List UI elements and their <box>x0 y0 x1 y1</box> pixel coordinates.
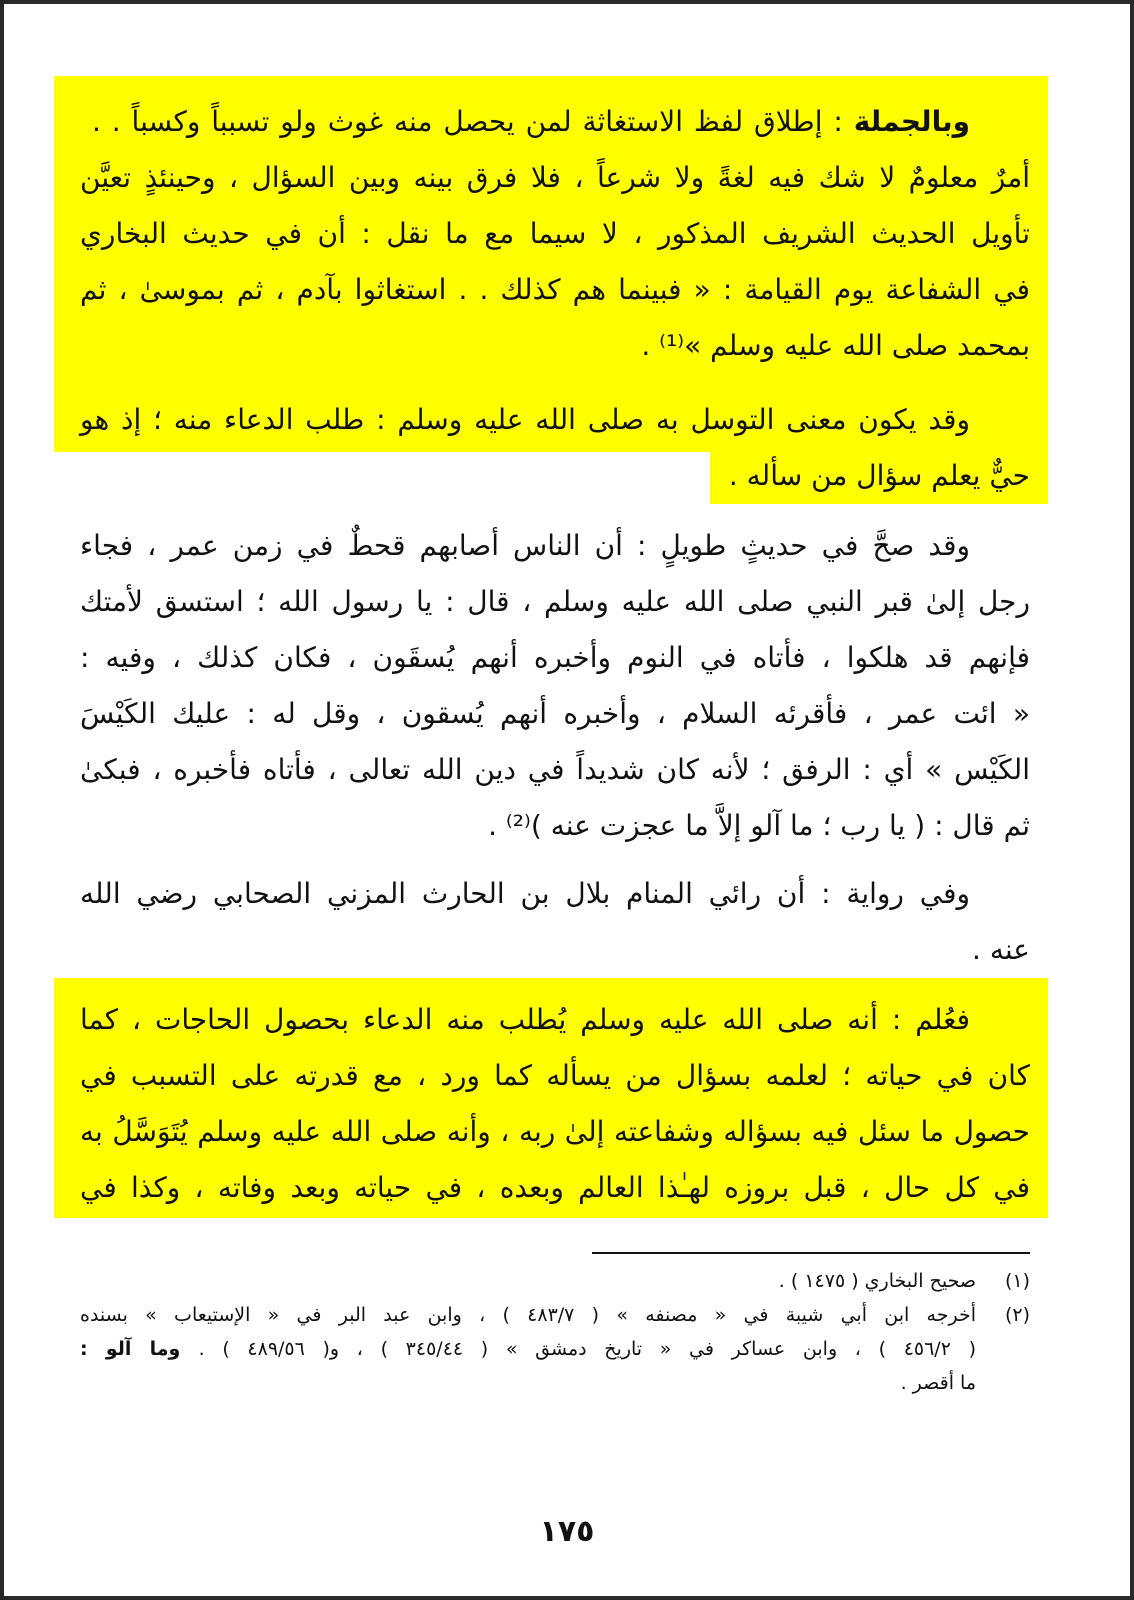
footnote-2-line-1: أخرجه ابن أبي شيبة في « مصنفه » ( ٤٨٣/٧ ) ، وابن عبد البر في « الإستيعاب » بسنده <box>80 1304 976 1326</box>
paragraph-3-line-5: الكَيْس » أي : الرفق ؛ لأنه كان شديداً في دين الله تعالى ، فأتاه فأخبره ، فبكىٰ <box>80 753 1030 786</box>
paragraph-1-line-1 <box>92 102 970 142</box>
paragraph-1-line-4: في الشفاعة يوم القيامة : « فبينما هم كذلك . . استغاثوا بآدم ، ثم بموسىٰ ، ثم <box>80 273 1030 306</box>
paragraph-5-line-1: فعُلم : أنه صلى الله عليه وسلم يُطلب منه الدعاء بحصول الحاجات ، كما <box>80 1003 970 1036</box>
paragraph-5-line-2: كان في حياته ؛ لعلمه بسؤال من يسأله كما ورد ، مع قدرته على التسبب في <box>80 1059 1030 1092</box>
paragraph-4-line-1: وفي رواية : أن رائي المنام بلال بن الحارث المزني الصحابي رضي الله <box>80 877 970 910</box>
paragraph-3-line-4: « ائت عمر ، فأقرئه السلام ، وأخبره أنهم يُسقون ، وقل له : عليك الكَيْسَ <box>80 697 1030 730</box>
paragraph-2-line-2: حيٌّ يعلم سؤال من سأله . <box>728 459 1030 492</box>
paragraph-1-line-5: بمحمد صلى الله عليه وسلم »⁽¹⁾ . <box>641 329 1030 362</box>
footnote-1-text: صحيح البخاري ( ١٤٧٥ ) . <box>778 1270 976 1292</box>
footnote-separator <box>592 1252 1030 1254</box>
paragraph-1-line-1-text: : إطلاق لفظ الاستغاثة لمن يحصل منه غوث ولو تسبباً وكسباً . . <box>92 105 854 138</box>
paragraph-5-line-3: حصول ما سئل فيه بسؤاله وشفاعته إلىٰ ربه ، وأنه صلى الله عليه وسلم يُتَوَسَّلُ به <box>80 1115 1030 1148</box>
footnote-2-line-3: ما أقصر . <box>900 1372 976 1394</box>
paragraph-3-line-2: رجل إلىٰ قبر النبي صلى الله عليه وسلم ، قال : يا رسول الله ؛ استسق لأمتك <box>80 585 1030 618</box>
footnote-2-number: (٢) <box>1004 1304 1030 1326</box>
page-number: ١٧٥ <box>539 1514 595 1549</box>
footnote-2-line-2 <box>80 1334 976 1364</box>
paragraph-4-line-2: عنه . <box>972 933 1030 966</box>
paragraph-1-lead: وبالجملة <box>853 105 970 138</box>
paragraph-5-line-4: في كل حال ، قبل بروزه لهـٰذا العالم وبعده ، في حياته وبعد وفاته ، وكذا في <box>80 1171 1030 1204</box>
paragraph-3-line-3: فإنهم قد هلكوا ، فأتاه في النوم وأخبره أنهم يُسقَون ، فكان كذلك ، وفيه : <box>80 641 1030 674</box>
paragraph-3-line-1: وقد صحَّ في حديثٍ طويلٍ : أن الناس أصابهم قحطٌ في زمن عمر ، فجاء <box>80 529 970 562</box>
footnote-1-number: (١) <box>1004 1270 1030 1292</box>
paragraph-3-line-6: ثم قال : ( يا رب ؛ ما آلو إلاَّ ما عجزت عنه )⁽²⁾ . <box>488 809 1030 842</box>
footnote-2-line-2-bold: وما آلو : <box>80 1338 199 1360</box>
footnote-2-line-2-text: ( ٤٥٦/٢ ) ، وابن عساكر في « تاريخ دمشق » ( ٣٤٥/٤٤ ) ، و( ٤٨٩/٥٦ ) . <box>198 1338 977 1360</box>
paragraph-1-line-3: تأويل الحديث الشريف المذكور ، لا سيما مع ما نقل : أن في حديث البخاري <box>80 217 1030 250</box>
paragraph-1-line-2: أمرٌ معلومٌ لا شك فيه لغةً ولا شرعاً ، فلا فرق بينه وبين السؤال ، وحينئذٍ تعيَّن <box>80 161 1030 194</box>
paragraph-2-line-1: وقد يكون معنى التوسل به صلى الله عليه وسلم : طلب الدعاء منه ؛ إذ هو <box>80 403 970 436</box>
